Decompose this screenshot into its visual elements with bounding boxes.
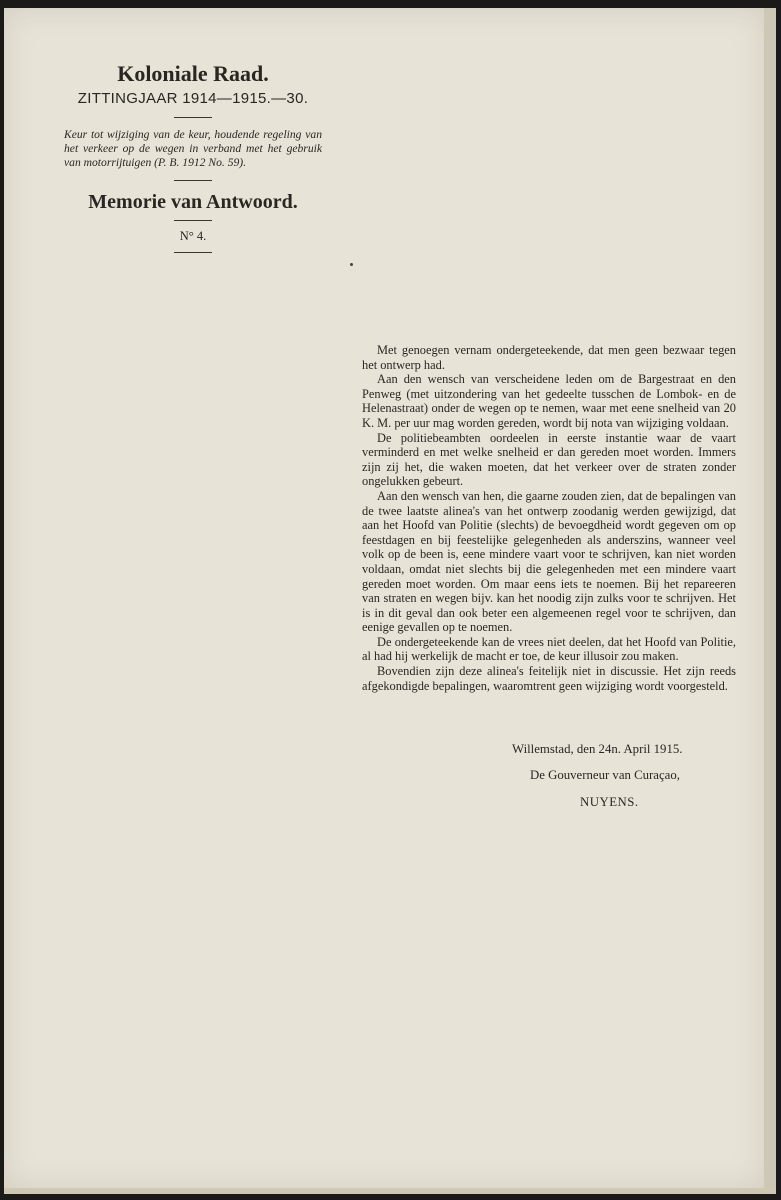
document-header xyxy=(58,60,328,261)
memorandum-body xyxy=(362,343,736,693)
session-year: ZITTINGJAAR 1914—1915.—30. xyxy=(77,90,309,107)
paragraph: Met genoegen vernam ondergeteekende, dat men geen bezwaar tegen het ontwerp had. xyxy=(362,343,736,372)
divider xyxy=(174,252,212,253)
signatory-role: De Gouverneur van Curaçao, xyxy=(530,768,680,782)
paragraph: Aan den wensch van verscheidene leden om de Bargestraat en den Penweg (met uitzondering van het gedeelte tusschen de Lombok- en de Helenastraat) onder de wegen op te nemen, waar met eene snelheid van 20 K. M. per uur mag worden gereden, wordt bij nota van wijziging voldaan. xyxy=(362,372,736,430)
council-title: Koloniale Raad. xyxy=(117,61,269,86)
signatory-name: NUYENS. xyxy=(580,795,639,809)
document-type: Memorie van Antwoord. xyxy=(88,191,298,213)
divider xyxy=(174,180,212,181)
paragraph: De politiebeambten oordeelen in eerste instantie waar de vaart verminderd en met welke snelheid er dan gereden moet worden. Immers zijn zij het, die waken moeten, dat het verkeer over de straten zonder ongelukken gebeurt. xyxy=(362,430,736,489)
document-number: N° 4. xyxy=(179,229,207,243)
paragraph: Bovendien zijn deze alinea's feitelijk niet in discussie. Het zijn reeds afgekondigde bepalingen, waaromtrent geen wijziging wordt voorgesteld. xyxy=(362,664,736,693)
paragraph: De ondergeteekende kan de vrees niet deelen, dat het Hoofd van Politie, al had hij werkelijk de macht er toe, de keur illusoir zou maken. xyxy=(362,634,736,664)
divider xyxy=(174,220,212,221)
page-bottom-edge xyxy=(4,1188,776,1194)
paragraph: Aan den wensch van hen, die gaarne zouden zien, dat de bepalingen van de twee laatste alinea's van het ontwerp zoodanig werden gewijzigd, dat aan het Hoofd van Politie (slechts) de bevoegdheid wordt gegeven om op feestdagen en bij feestelijke gelegenheden als anderszins, wanneer veel volk op de been is, eene mindere vaart voor te schrijven, kan niet worden voldaan, omdat niet slechts bij die gelegenheden met een mindere vaart gereden moet worden. Om maar eens iets te noemen. Bij het repareeren van straten en wegen bijv. kan het noodig zijn zulks voor te schrijven. Het is in dit geval dan ook beter een algemeenen regel voor te schrijven, dan eenige gevallen op te noemen. xyxy=(362,488,736,635)
place-date: Willemstad, den 24n. April 1915. xyxy=(512,742,683,756)
page-edge xyxy=(764,8,776,1188)
divider xyxy=(174,117,212,118)
subject-description: Keur tot wijziging van de keur, houdende regeling van het verkeer op de wegen in verband met het gebruik van motorrijtuigen (P. B. 1912 No. 59). xyxy=(64,128,322,169)
speck xyxy=(350,263,353,266)
